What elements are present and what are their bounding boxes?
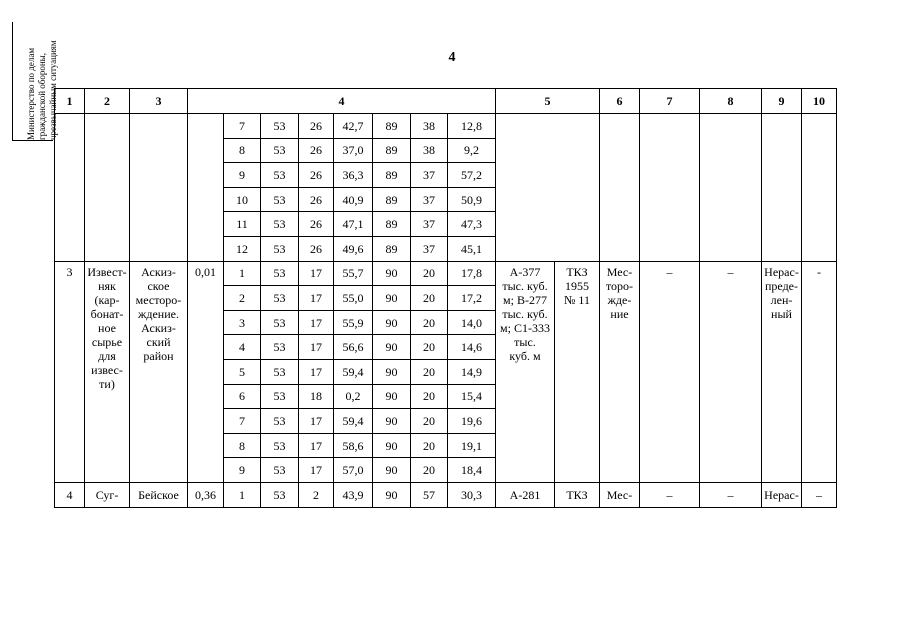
header-cell: 8 xyxy=(700,89,762,114)
coordinate-cell: 90 xyxy=(373,482,411,507)
coordinate-cell: 19,1 xyxy=(448,433,496,458)
coordinate-cell: 53 xyxy=(261,187,299,212)
coordinate-cell: 90 xyxy=(373,409,411,434)
coordinates-table xyxy=(54,88,837,508)
coordinate-cell: 8 xyxy=(224,138,261,163)
header-cell: 3 xyxy=(130,89,188,114)
empty-cell xyxy=(55,114,85,262)
col8-cell: – xyxy=(700,482,762,507)
empty-cell xyxy=(496,114,600,262)
coordinate-cell: 53 xyxy=(261,114,299,139)
coordinate-cell: 17 xyxy=(299,409,334,434)
stamp-line: Министерство по делам xyxy=(26,47,36,140)
coordinate-cell: 37 xyxy=(411,236,448,261)
empty-cell xyxy=(802,114,837,262)
coordinate-cell: 8 xyxy=(224,433,261,458)
coordinate-cell: 18 xyxy=(299,384,334,409)
mineral-name: Суг- xyxy=(85,482,130,507)
coordinate-cell: 53 xyxy=(261,138,299,163)
col10-cell: - xyxy=(802,261,837,482)
source-cell: ТКЗ xyxy=(555,482,600,507)
coordinate-cell: 14,6 xyxy=(448,335,496,360)
coordinate-cell: 17 xyxy=(299,458,334,483)
coordinate-cell: 43,9 xyxy=(334,482,373,507)
coordinate-cell: 53 xyxy=(261,335,299,360)
coordinate-cell: 9,2 xyxy=(448,138,496,163)
deposit-location: Аскиз- ское месторо- ждение. Аскиз- ский район xyxy=(130,261,188,482)
reserves-cell: А-377 тыс. куб. м; В-277 тыс. куб. м; С1-333 тыс. куб. м xyxy=(496,261,555,482)
coordinate-cell: 45,1 xyxy=(448,236,496,261)
coordinate-cell: 17 xyxy=(299,359,334,384)
coordinate-cell: 20 xyxy=(411,310,448,335)
coordinate-cell: 53 xyxy=(261,212,299,237)
coordinate-cell: 90 xyxy=(373,310,411,335)
coordinate-cell: 49,6 xyxy=(334,236,373,261)
coordinate-cell: 59,4 xyxy=(334,409,373,434)
header-cell: 5 xyxy=(496,89,600,114)
coordinate-cell: 55,9 xyxy=(334,310,373,335)
coordinate-cell: 17 xyxy=(299,310,334,335)
area-value: 0,36 xyxy=(188,482,224,507)
coordinate-cell: 6 xyxy=(224,384,261,409)
coordinate-cell: 30,3 xyxy=(448,482,496,507)
col8-cell: – xyxy=(700,261,762,482)
coordinate-cell: 90 xyxy=(373,335,411,360)
coordinate-cell: 20 xyxy=(411,433,448,458)
coordinate-cell: 90 xyxy=(373,433,411,458)
coordinate-cell: 53 xyxy=(261,261,299,286)
coordinate-cell: 53 xyxy=(261,384,299,409)
coordinate-cell: 89 xyxy=(373,236,411,261)
coordinate-cell: 11 xyxy=(224,212,261,237)
source-cell: ТКЗ 1955 № 11 xyxy=(555,261,600,482)
coordinate-cell: 20 xyxy=(411,384,448,409)
coordinate-cell: 17,8 xyxy=(448,261,496,286)
coordinate-cell: 57,0 xyxy=(334,458,373,483)
coordinate-cell: 20 xyxy=(411,458,448,483)
empty-cell xyxy=(188,114,224,262)
coordinate-cell: 37 xyxy=(411,187,448,212)
coordinate-cell: 53 xyxy=(261,359,299,384)
coordinate-cell: 42,7 xyxy=(334,114,373,139)
coordinate-cell: 19,6 xyxy=(448,409,496,434)
coordinate-cell: 90 xyxy=(373,286,411,311)
coordinate-cell: 1 xyxy=(224,482,261,507)
coordinate-cell: 89 xyxy=(373,212,411,237)
coordinate-cell: 59,4 xyxy=(334,359,373,384)
coordinate-cell: 37,0 xyxy=(334,138,373,163)
type-cell: Мес- xyxy=(600,482,640,507)
coordinate-cell: 53 xyxy=(261,458,299,483)
header-row xyxy=(55,89,837,114)
coordinate-cell: 20 xyxy=(411,359,448,384)
coordinate-cell: 26 xyxy=(299,236,334,261)
coordinate-cell: 90 xyxy=(373,384,411,409)
coordinate-cell: 90 xyxy=(373,458,411,483)
col10-cell: – xyxy=(802,482,837,507)
empty-cell xyxy=(85,114,130,262)
coordinate-cell: 0,2 xyxy=(334,384,373,409)
coordinate-cell: 10 xyxy=(224,187,261,212)
coordinate-cell: 55,0 xyxy=(334,286,373,311)
coordinate-cell: 57 xyxy=(411,482,448,507)
entry-number: 4 xyxy=(55,482,85,507)
coordinate-cell: 90 xyxy=(373,359,411,384)
col7-cell: – xyxy=(640,482,700,507)
coordinate-cell: 26 xyxy=(299,138,334,163)
coordinate-cell: 26 xyxy=(299,163,334,188)
empty-cell xyxy=(700,114,762,262)
coordinate-cell: 17,2 xyxy=(448,286,496,311)
coordinate-cell: 56,6 xyxy=(334,335,373,360)
page-number: 4 xyxy=(448,50,456,65)
coordinate-cell: 89 xyxy=(373,163,411,188)
coordinate-cell: 53 xyxy=(261,310,299,335)
stamp-line: чрезвычайным ситуациям xyxy=(48,40,58,140)
coordinate-cell: 2 xyxy=(224,286,261,311)
area-value: 0,01 xyxy=(188,261,224,482)
coordinate-cell: 90 xyxy=(373,261,411,286)
empty-cell xyxy=(130,114,188,262)
coordinate-cell: 47,1 xyxy=(334,212,373,237)
stamp-line: гражданской обороны, xyxy=(37,53,47,140)
coordinate-cell: 57,2 xyxy=(448,163,496,188)
coordinate-cell: 38 xyxy=(411,138,448,163)
coordinate-cell: 55,7 xyxy=(334,261,373,286)
coordinate-cell: 26 xyxy=(299,212,334,237)
entry-number: 3 xyxy=(55,261,85,482)
coordinate-cell: 53 xyxy=(261,482,299,507)
coordinate-cell: 17 xyxy=(299,335,334,360)
entry4-row xyxy=(55,482,837,507)
coordinate-cell: 7 xyxy=(224,409,261,434)
coordinate-cell: 12,8 xyxy=(448,114,496,139)
coordinate-cell: 37 xyxy=(411,163,448,188)
coordinate-cell: 9 xyxy=(224,458,261,483)
header-cell: 2 xyxy=(85,89,130,114)
coordinate-cell: 47,3 xyxy=(448,212,496,237)
coordinate-cell: 15,4 xyxy=(448,384,496,409)
col7-cell: – xyxy=(640,261,700,482)
coordinate-cell: 20 xyxy=(411,409,448,434)
coordinate-cell: 1 xyxy=(224,261,261,286)
entry3-row xyxy=(55,261,837,286)
header-cell: 9 xyxy=(762,89,802,114)
coordinate-cell: 40,9 xyxy=(334,187,373,212)
header-cell: 1 xyxy=(55,89,85,114)
coordinate-cell: 26 xyxy=(299,114,334,139)
coordinate-cell: 4 xyxy=(224,335,261,360)
header-cell: 10 xyxy=(802,89,837,114)
coordinate-cell: 5 xyxy=(224,359,261,384)
coordinate-cell: 20 xyxy=(411,335,448,360)
coordinate-cell: 2 xyxy=(299,482,334,507)
status-cell: Нерас- преде- лен- ный xyxy=(762,261,802,482)
header-cell: 6 xyxy=(600,89,640,114)
coordinate-cell: 53 xyxy=(261,433,299,458)
coordinate-cell: 17 xyxy=(299,433,334,458)
coordinate-cell: 20 xyxy=(411,286,448,311)
coordinate-cell: 36,3 xyxy=(334,163,373,188)
coordinate-cell: 38 xyxy=(411,114,448,139)
empty-cell xyxy=(640,114,700,262)
coordinate-cell: 18,4 xyxy=(448,458,496,483)
status-cell: Нерас- xyxy=(762,482,802,507)
coordinate-cell: 37 xyxy=(411,212,448,237)
coordinate-cell: 3 xyxy=(224,310,261,335)
coordinate-cell: 53 xyxy=(261,163,299,188)
empty-cell xyxy=(600,114,640,262)
coordinate-cell: 26 xyxy=(299,187,334,212)
coordinate-cell: 7 xyxy=(224,114,261,139)
coordinate-cell: 17 xyxy=(299,261,334,286)
continuation-row xyxy=(55,114,837,139)
header-cell: 4 xyxy=(188,89,496,114)
mineral-name: Извест- няк (кар- бонат- ное сырье для извес- ти) xyxy=(85,261,130,482)
coordinate-cell: 53 xyxy=(261,236,299,261)
coordinate-cell: 89 xyxy=(373,187,411,212)
coordinate-cell: 20 xyxy=(411,261,448,286)
coordinate-cell: 58,6 xyxy=(334,433,373,458)
coordinate-cell: 14,9 xyxy=(448,359,496,384)
coordinate-cell: 17 xyxy=(299,286,334,311)
coordinate-cell: 50,9 xyxy=(448,187,496,212)
reserves-cell: А-281 xyxy=(496,482,555,507)
coordinate-cell: 89 xyxy=(373,114,411,139)
coordinate-cell: 53 xyxy=(261,409,299,434)
type-cell: Мес- торо- жде- ние xyxy=(600,261,640,482)
empty-cell xyxy=(762,114,802,262)
coordinate-cell: 14,0 xyxy=(448,310,496,335)
coordinate-cell: 9 xyxy=(224,163,261,188)
header-cell: 7 xyxy=(640,89,700,114)
coordinate-cell: 89 xyxy=(373,138,411,163)
coordinate-cell: 12 xyxy=(224,236,261,261)
coordinate-cell: 53 xyxy=(261,286,299,311)
deposit-location: Бейское xyxy=(130,482,188,507)
